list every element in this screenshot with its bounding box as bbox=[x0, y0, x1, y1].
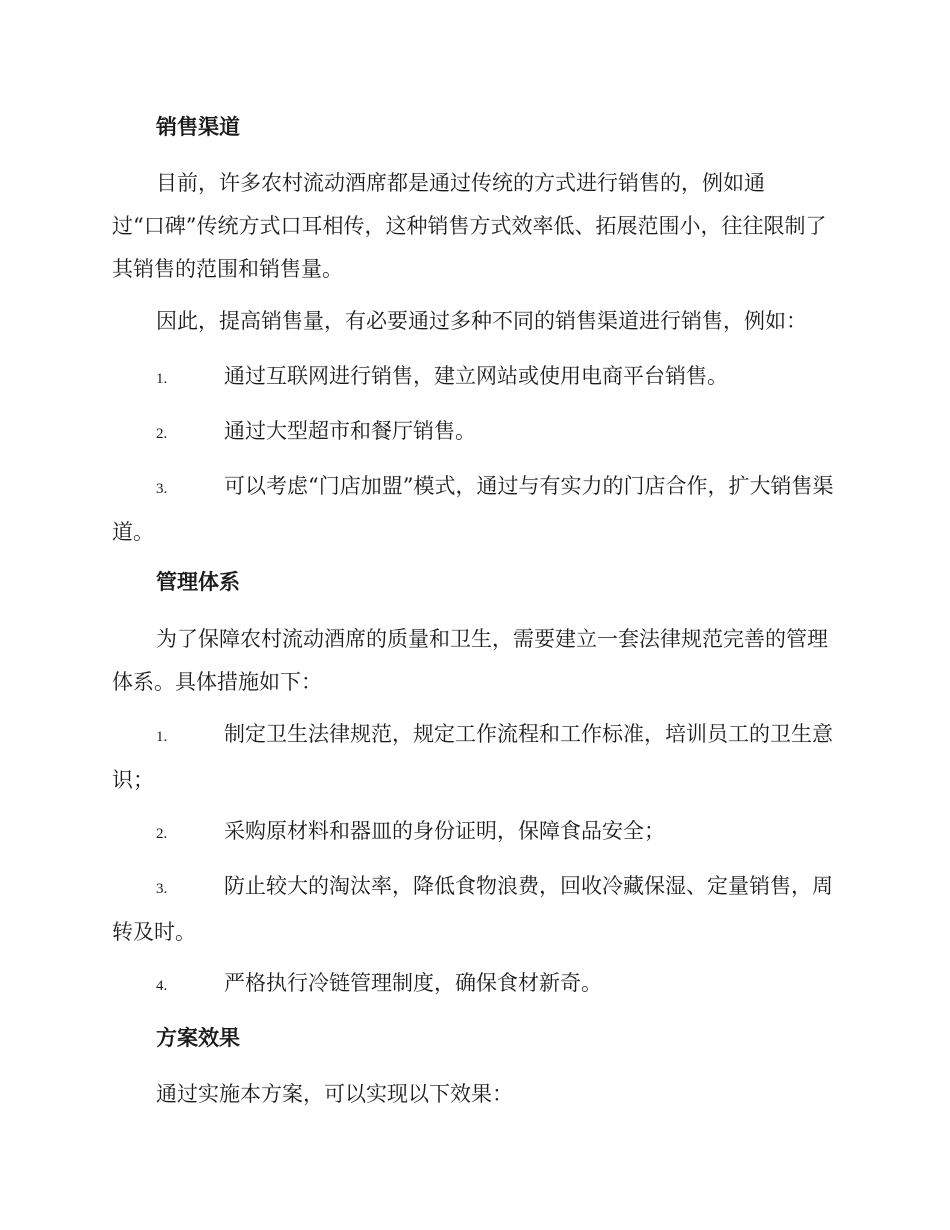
list-item-number: 2. bbox=[156, 426, 168, 442]
section-heading-management: 管理体系 bbox=[156, 570, 240, 594]
section-heading-sales-channel: 销售渠道 bbox=[156, 115, 240, 139]
sales-channel-paragraph-1-line-1: 目前，许多农村流动酒席都是通过传统的方式进行销售的，例如通 bbox=[156, 171, 765, 195]
sales-channel-paragraph-1-rest: 过“口碑”传统方式口耳相传，这种销售方式效率低、拓展范围小，往往限制了其销售的范围和销售量。 bbox=[112, 214, 827, 281]
list-item-number: 1. bbox=[156, 371, 168, 387]
sales-channel-list-item bbox=[112, 465, 837, 554]
list-item-text: 严格执行冷链管理制度，确保食材新奇。 bbox=[224, 971, 602, 995]
sales-channel-paragraph-1 bbox=[112, 162, 837, 291]
list-item-text: 防止较大的淘汰率，降低食物浪费，回收冷藏保湿、定量销售，周转及时。 bbox=[112, 874, 833, 944]
management-list-item bbox=[112, 865, 837, 954]
sales-channel-list-item bbox=[112, 410, 837, 456]
management-paragraph-1: 为了保障农村流动酒席的质量和卫生，需要建立一套法律规范完善的管理体系。具体措施如下： bbox=[112, 627, 828, 694]
effect-paragraph-1: 通过实施本方案，可以实现以下效果： bbox=[156, 1082, 513, 1106]
section-heading-effect: 方案效果 bbox=[156, 1026, 240, 1050]
list-item-number: 3. bbox=[156, 481, 168, 497]
management-list-item bbox=[112, 810, 837, 856]
list-item-number: 2. bbox=[156, 826, 168, 842]
list-item-text: 制定卫生法律规范，规定工作流程和工作标准，培训员工的卫生意识； bbox=[112, 722, 833, 792]
list-item-number: 4. bbox=[156, 978, 168, 994]
list-item-text: 可以考虑“门店加盟”模式，通过与有实力的门店合作，扩大销售渠道。 bbox=[112, 474, 834, 544]
management-list-item bbox=[112, 962, 837, 1008]
list-item-text: 采购原材料和器皿的身份证明，保障食品安全； bbox=[224, 819, 665, 843]
list-item-number: 3. bbox=[156, 881, 168, 897]
list-item-text: 通过互联网进行销售，建立网站或使用电商平台销售。 bbox=[224, 364, 728, 388]
sales-channel-list-item bbox=[112, 355, 837, 401]
management-list-item bbox=[112, 713, 837, 802]
sales-channel-paragraph-2: 因此，提高销售量，有必要通过多种不同的销售渠道进行销售，例如： bbox=[156, 309, 807, 333]
list-item-text: 通过大型超市和餐厅销售。 bbox=[224, 419, 476, 443]
list-item-number: 1. bbox=[156, 729, 168, 745]
